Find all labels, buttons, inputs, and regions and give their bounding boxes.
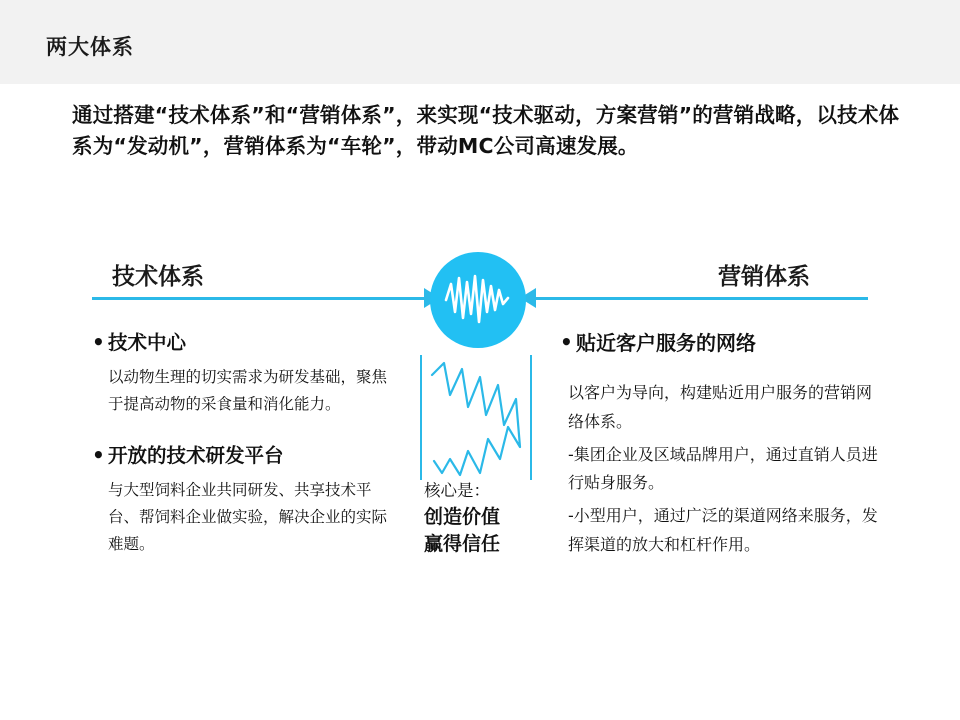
left-bullet-body-2: 与大型饲料企业共同研发、共享技术平台、帮饲料企业做实验，解决企业的实际难题。 <box>108 480 388 554</box>
waveform-vertical-icon <box>420 355 532 480</box>
center-circle <box>430 252 526 348</box>
waveform-left-rail <box>420 355 422 480</box>
waveform-right-rail <box>530 355 532 480</box>
center-caption-line2: 创造价值 <box>424 505 501 528</box>
right-bullet-title-1: • 贴近客户服务的网络 <box>560 330 880 357</box>
left-bullet-body-1: 以动物生理的切实需求为研发基础，聚焦于提高动物的采食量和消化能力。 <box>108 368 388 414</box>
right-bullet-body-2: -集团企业及区域品牌用户，通过直销人员进行贴身服务。 <box>568 444 878 493</box>
right-column-heading: 营销体系 <box>718 264 810 290</box>
left-arrow-line <box>92 297 434 300</box>
right-arrow-line <box>528 297 868 300</box>
left-column-heading: 技术体系 <box>112 264 204 290</box>
waveform-column <box>420 355 532 480</box>
page-title: 两大体系 <box>46 35 134 59</box>
header-band <box>0 0 960 84</box>
center-caption-line3: 赢得信任 <box>424 533 501 556</box>
center-caption-line1: 核心是： <box>424 481 490 500</box>
right-bullet-body-1: 以客户为导向，构建贴近用户服务的营销网络体系。 <box>568 383 873 431</box>
left-bullet-title-2: • 开放的技术研发平台 <box>92 443 392 469</box>
waveform-icon <box>430 252 526 348</box>
lead-paragraph: 通过搭建“技术体系”和“营销体系”，来实现“技术驱动，方案营销”的营销战略，以技术体系为“发动机”，营销体系为“车轮”，带动MC公司高速发展。 <box>72 103 900 159</box>
left-column <box>92 330 392 576</box>
center-caption <box>424 478 554 559</box>
right-bullet-body-3: -小型用户，通过广泛的渠道网络来服务，发挥渠道的放大和杠杆作用。 <box>568 506 878 554</box>
left-bullet-title-1: • 技术中心 <box>92 330 392 356</box>
right-column-spacer <box>560 365 880 379</box>
right-column <box>560 330 880 578</box>
